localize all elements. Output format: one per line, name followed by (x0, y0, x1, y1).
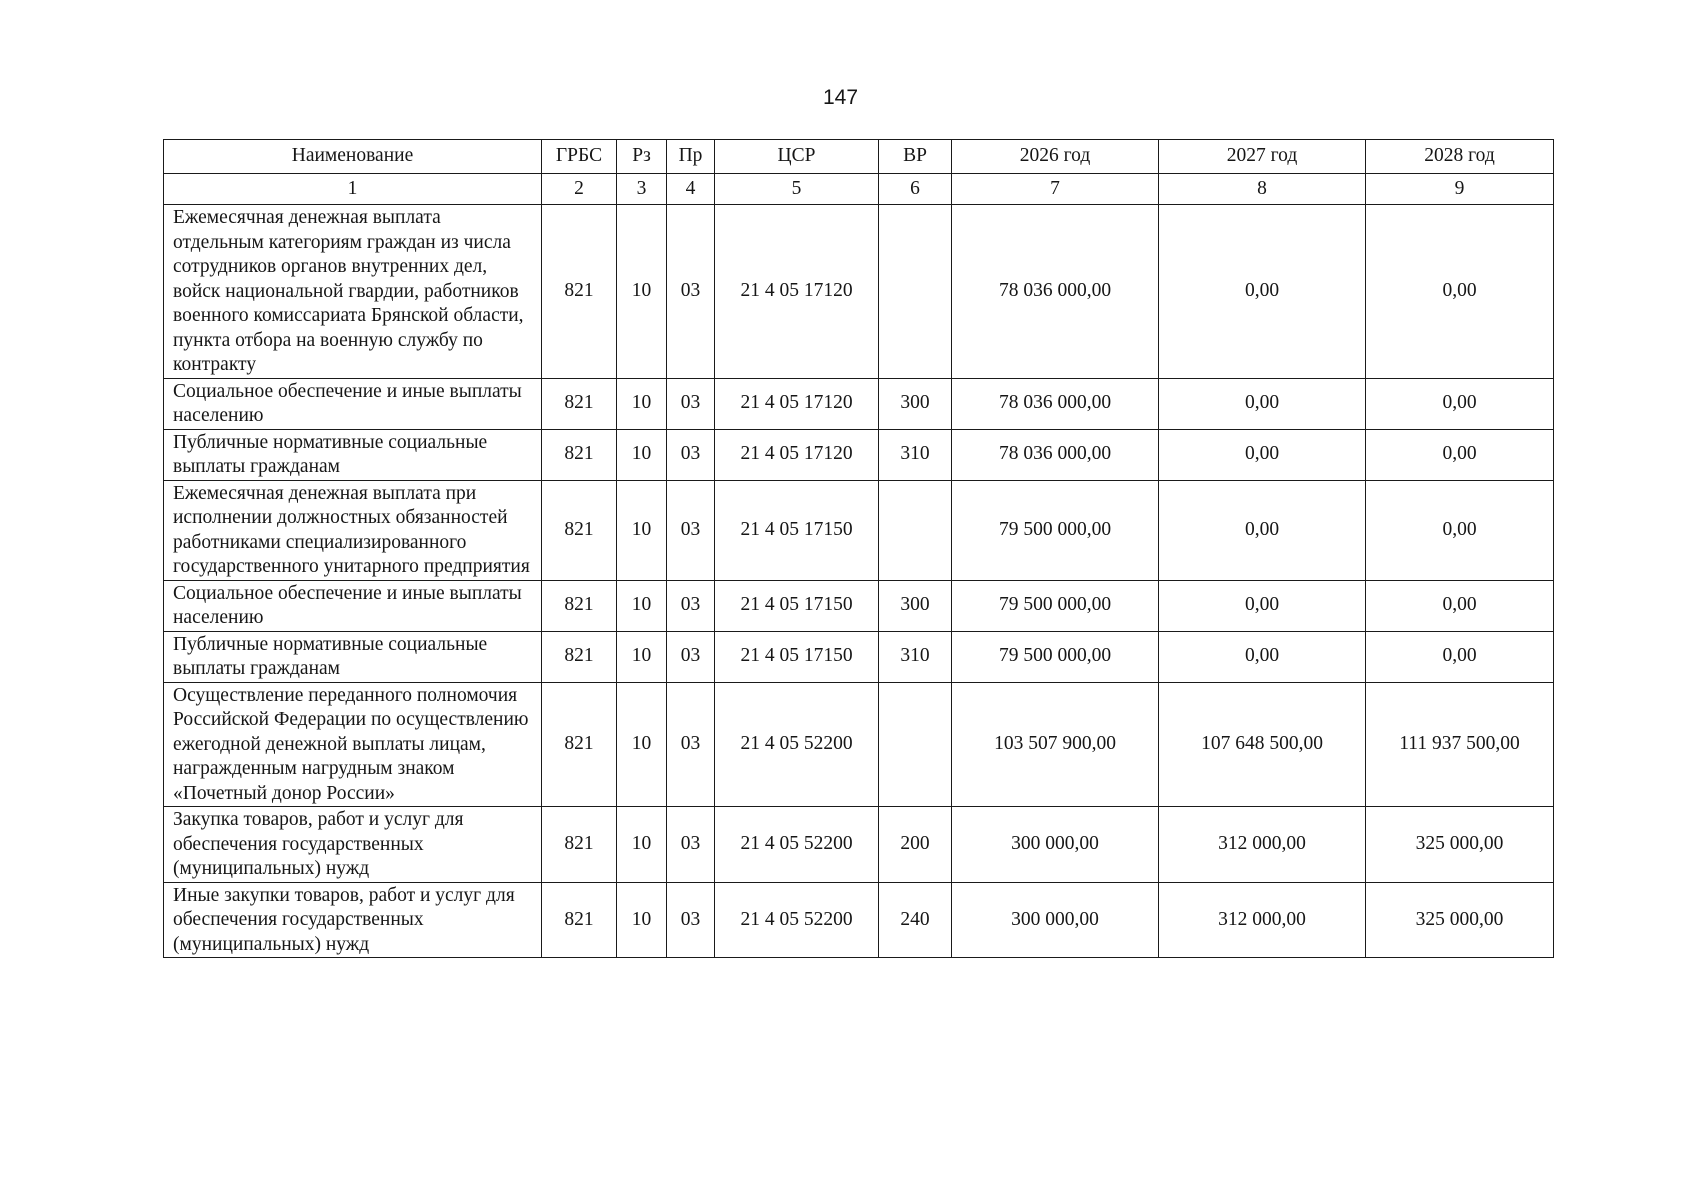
budget-table (163, 139, 1554, 958)
row-2026: 78 036 000,00 (952, 205, 1159, 379)
row-vr: 240 (879, 882, 952, 958)
row-2026: 103 507 900,00 (952, 682, 1159, 807)
row-2026: 79 500 000,00 (952, 580, 1159, 631)
row-name: Осуществление переданного полномочия Российской Федерации по осуществлению ежегодной денежной выплаты лицам, награжденным нагрудным знаком «Почетный донор России» (164, 682, 542, 807)
column-number: 6 (879, 174, 952, 205)
row-pr: 03 (667, 378, 715, 429)
row-2026: 79 500 000,00 (952, 480, 1159, 580)
column-number: 4 (667, 174, 715, 205)
row-2027: 312 000,00 (1159, 807, 1366, 883)
column-number: 7 (952, 174, 1159, 205)
row-pr: 03 (667, 882, 715, 958)
row-grbs: 821 (542, 429, 617, 480)
row-csr: 21 4 05 52200 (715, 882, 879, 958)
row-2027: 0,00 (1159, 378, 1366, 429)
row-name: Публичные нормативные социальные выплаты гражданам (164, 429, 542, 480)
row-csr: 21 4 05 17120 (715, 429, 879, 480)
row-2027: 0,00 (1159, 429, 1366, 480)
table-row (164, 580, 1554, 631)
row-2027: 0,00 (1159, 480, 1366, 580)
row-2027: 0,00 (1159, 631, 1366, 682)
column-number: 8 (1159, 174, 1366, 205)
header-csr: ЦСР (715, 140, 879, 174)
row-2028: 0,00 (1366, 429, 1554, 480)
row-2028: 325 000,00 (1366, 807, 1554, 883)
header-rz: Рз (617, 140, 667, 174)
table-row (164, 205, 1554, 379)
row-2026: 300 000,00 (952, 882, 1159, 958)
row-2028: 0,00 (1366, 205, 1554, 379)
row-pr: 03 (667, 480, 715, 580)
table-row (164, 631, 1554, 682)
column-number: 9 (1366, 174, 1554, 205)
row-csr: 21 4 05 52200 (715, 807, 879, 883)
row-2027: 107 648 500,00 (1159, 682, 1366, 807)
row-2028: 325 000,00 (1366, 882, 1554, 958)
row-vr: 310 (879, 429, 952, 480)
header-name: Наименование (164, 140, 542, 174)
row-name: Ежемесячная денежная выплата отдельным категориям граждан из числа сотрудников органов внутренних дел, войск национальной гвардии, работников военного комиссариата Брянской области, пункта отбора на военную службу по контракту (164, 205, 542, 379)
row-pr: 03 (667, 682, 715, 807)
row-rz: 10 (617, 205, 667, 379)
row-csr: 21 4 05 17150 (715, 580, 879, 631)
row-csr: 21 4 05 17150 (715, 631, 879, 682)
header-grbs: ГРБС (542, 140, 617, 174)
page-number: 147 (822, 86, 859, 109)
header-vr: ВР (879, 140, 952, 174)
row-pr: 03 (667, 807, 715, 883)
row-name: Иные закупки товаров, работ и услуг для обеспечения государственных (муниципальных) нужд (164, 882, 542, 958)
row-rz: 10 (617, 580, 667, 631)
row-pr: 03 (667, 631, 715, 682)
header-row (164, 140, 1554, 174)
row-rz: 10 (617, 480, 667, 580)
row-vr (879, 682, 952, 807)
row-name: Социальное обеспечение и иные выплаты населению (164, 378, 542, 429)
row-csr: 21 4 05 17120 (715, 378, 879, 429)
row-pr: 03 (667, 429, 715, 480)
row-rz: 10 (617, 429, 667, 480)
header-pr: Пр (667, 140, 715, 174)
column-number-row (164, 174, 1554, 205)
row-2026: 78 036 000,00 (952, 378, 1159, 429)
row-grbs: 821 (542, 480, 617, 580)
row-name: Закупка товаров, работ и услуг для обеспечения государственных (муниципальных) нужд (164, 807, 542, 883)
row-vr: 300 (879, 580, 952, 631)
row-csr: 21 4 05 17150 (715, 480, 879, 580)
row-2026: 300 000,00 (952, 807, 1159, 883)
row-vr: 200 (879, 807, 952, 883)
table-row (164, 480, 1554, 580)
row-grbs: 821 (542, 882, 617, 958)
row-name: Публичные нормативные социальные выплаты гражданам (164, 631, 542, 682)
row-rz: 10 (617, 807, 667, 883)
row-2028: 0,00 (1366, 378, 1554, 429)
table-row (164, 682, 1554, 807)
column-number: 5 (715, 174, 879, 205)
row-2027: 312 000,00 (1159, 882, 1366, 958)
row-2028: 0,00 (1366, 480, 1554, 580)
row-name: Ежемесячная денежная выплата при исполнении должностных обязанностей работниками специализированного государственного унитарного предприятия (164, 480, 542, 580)
row-2028: 0,00 (1366, 631, 1554, 682)
row-grbs: 821 (542, 378, 617, 429)
row-vr (879, 480, 952, 580)
row-2027: 0,00 (1159, 580, 1366, 631)
row-rz: 10 (617, 682, 667, 807)
row-csr: 21 4 05 52200 (715, 682, 879, 807)
row-pr: 03 (667, 205, 715, 379)
row-grbs: 821 (542, 682, 617, 807)
row-2026: 79 500 000,00 (952, 631, 1159, 682)
table-row (164, 807, 1554, 883)
row-vr (879, 205, 952, 379)
row-vr: 300 (879, 378, 952, 429)
header-2026: 2026 год (952, 140, 1159, 174)
row-2026: 78 036 000,00 (952, 429, 1159, 480)
row-grbs: 821 (542, 580, 617, 631)
row-2028: 0,00 (1366, 580, 1554, 631)
table-row (164, 378, 1554, 429)
header-2028: 2028 год (1366, 140, 1554, 174)
table-row (164, 882, 1554, 958)
row-name: Социальное обеспечение и иные выплаты населению (164, 580, 542, 631)
row-rz: 10 (617, 378, 667, 429)
row-csr: 21 4 05 17120 (715, 205, 879, 379)
column-number: 3 (617, 174, 667, 205)
column-number: 2 (542, 174, 617, 205)
row-vr: 310 (879, 631, 952, 682)
row-grbs: 821 (542, 205, 617, 379)
row-2027: 0,00 (1159, 205, 1366, 379)
row-grbs: 821 (542, 807, 617, 883)
row-rz: 10 (617, 882, 667, 958)
column-number: 1 (164, 174, 542, 205)
row-pr: 03 (667, 580, 715, 631)
row-rz: 10 (617, 631, 667, 682)
row-2028: 111 937 500,00 (1366, 682, 1554, 807)
table-row (164, 429, 1554, 480)
row-grbs: 821 (542, 631, 617, 682)
header-2027: 2027 год (1159, 140, 1366, 174)
